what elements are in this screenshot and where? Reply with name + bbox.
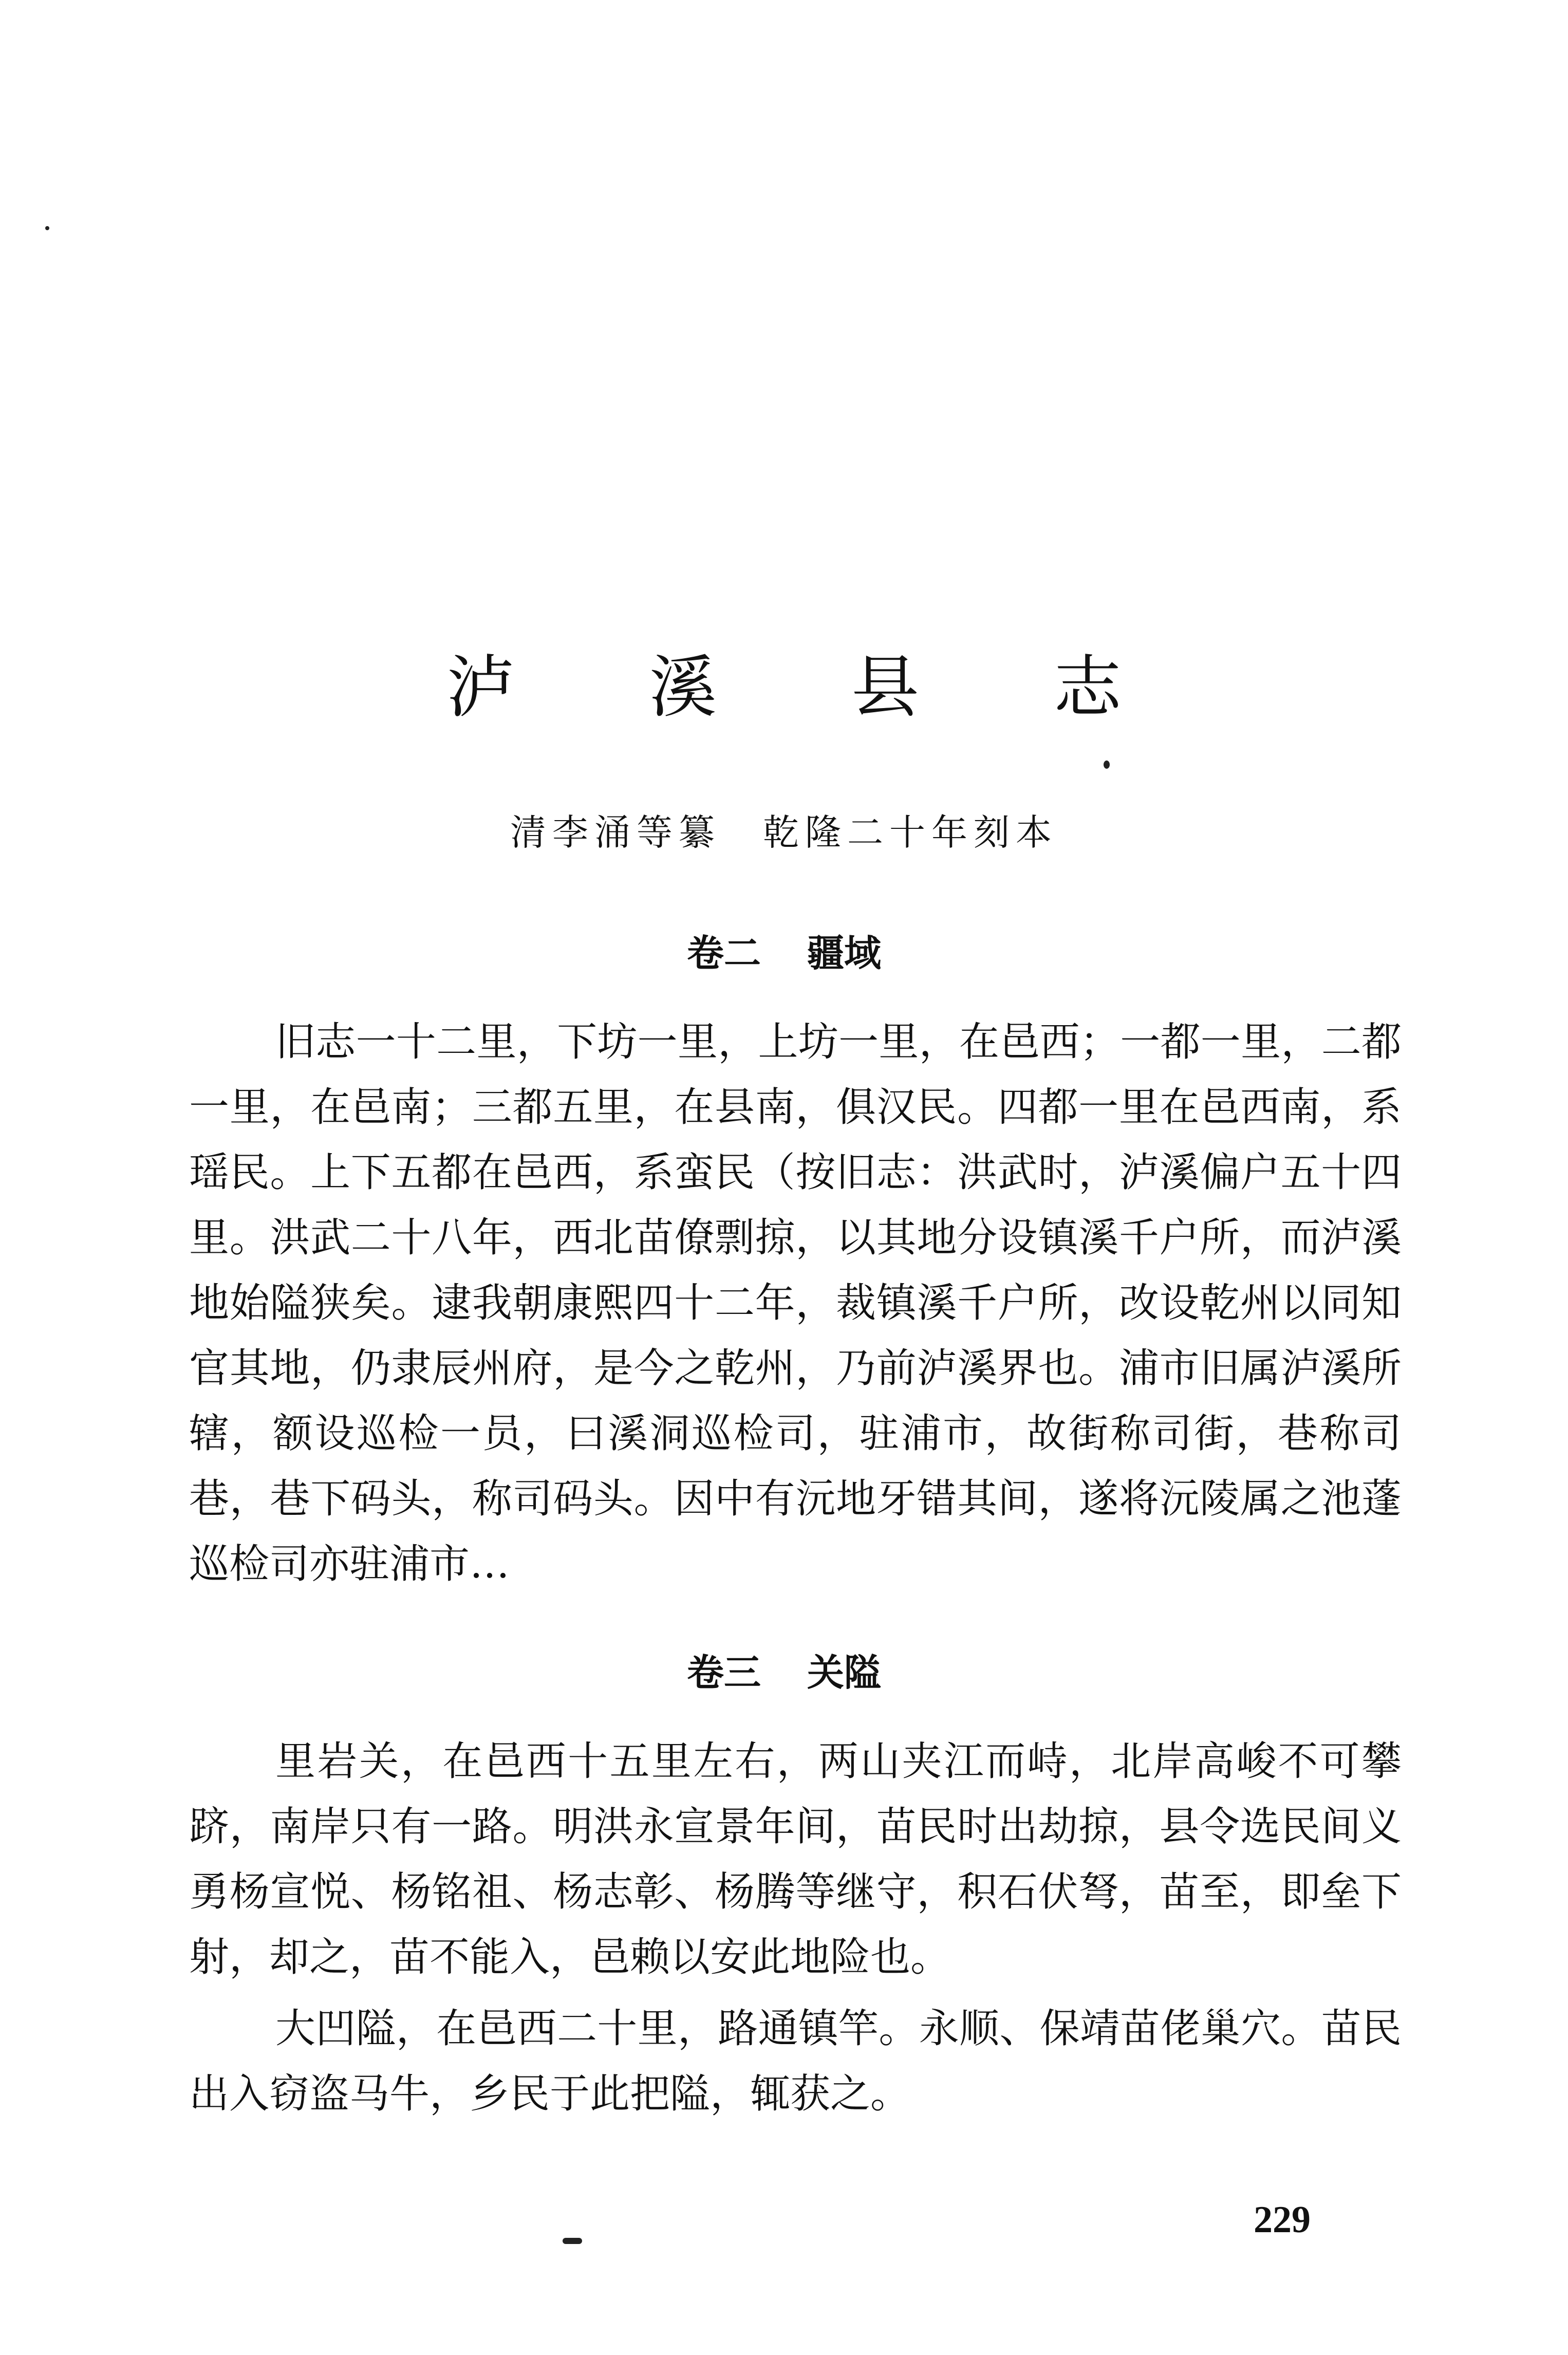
- scan-speck: [563, 2238, 582, 2244]
- scan-speck: [45, 226, 49, 230]
- page-number: 229: [1254, 2199, 1311, 2241]
- section-heading-volume-2: [0, 928, 1568, 979]
- section-volume-label: 卷二: [686, 932, 761, 975]
- scan-speck: [1104, 761, 1110, 769]
- byline: 清李涌等纂 乾隆二十年刻本: [510, 811, 1058, 854]
- section-heading-volume-3: [0, 1647, 1568, 1698]
- paragraph: 大凹隘，在邑西二十里，路通镇竿。永顺、保靖苗佬巢穴。苗民出入窃盗马牛，乡民于此把隘，辄获之。: [189, 2006, 1402, 2117]
- page-title: 泸 溪 县 志: [446, 648, 1178, 728]
- section-volume-label: 卷三: [686, 1651, 761, 1694]
- section-topic-label: 关隘: [807, 1651, 882, 1694]
- section-topic-label: 疆域: [807, 932, 882, 975]
- paragraph: 旧志一十二里，下坊一里，上坊一里，在邑西；一都一里，二都一里，在邑南；三都五里，在县南，俱汉民。四都一里在邑西南，系瑶民。上下五都在邑西，系蛮民（按旧志：洪武时，泸溪偏户五十四里。洪武二十八年，西北苗僚剽掠，以其地分设镇溪千户所，而泸溪地始隘狭矣。逮我朝康熙四十二年，裁镇溪千户所，改设乾州以同知官其地，仍隶辰州府，是今之乾州，乃前泸溪界也。浦市旧属泸溪所辖，额设巡检一员，曰溪洞巡检司，驻浦市，故街称司街，巷称司巷，巷下码头，称司码头。因中有沅地牙错其间，遂将沅陵属之池蓬巡检司亦驻浦市…: [189, 1019, 1402, 1587]
- paragraph: 里岩关，在邑西十五里左右，两山夹江而峙，北岸高峻不可攀跻，南岸只有一路。明洪永宣景年间，苗民时出劫掠，县令选民间义勇杨宣悦、杨铭祖、杨志彰、杨腾等继守，积石伏弩，苗至，即垒下射，却之，苗不能入，邑赖以安此地险也。: [189, 1738, 1402, 1980]
